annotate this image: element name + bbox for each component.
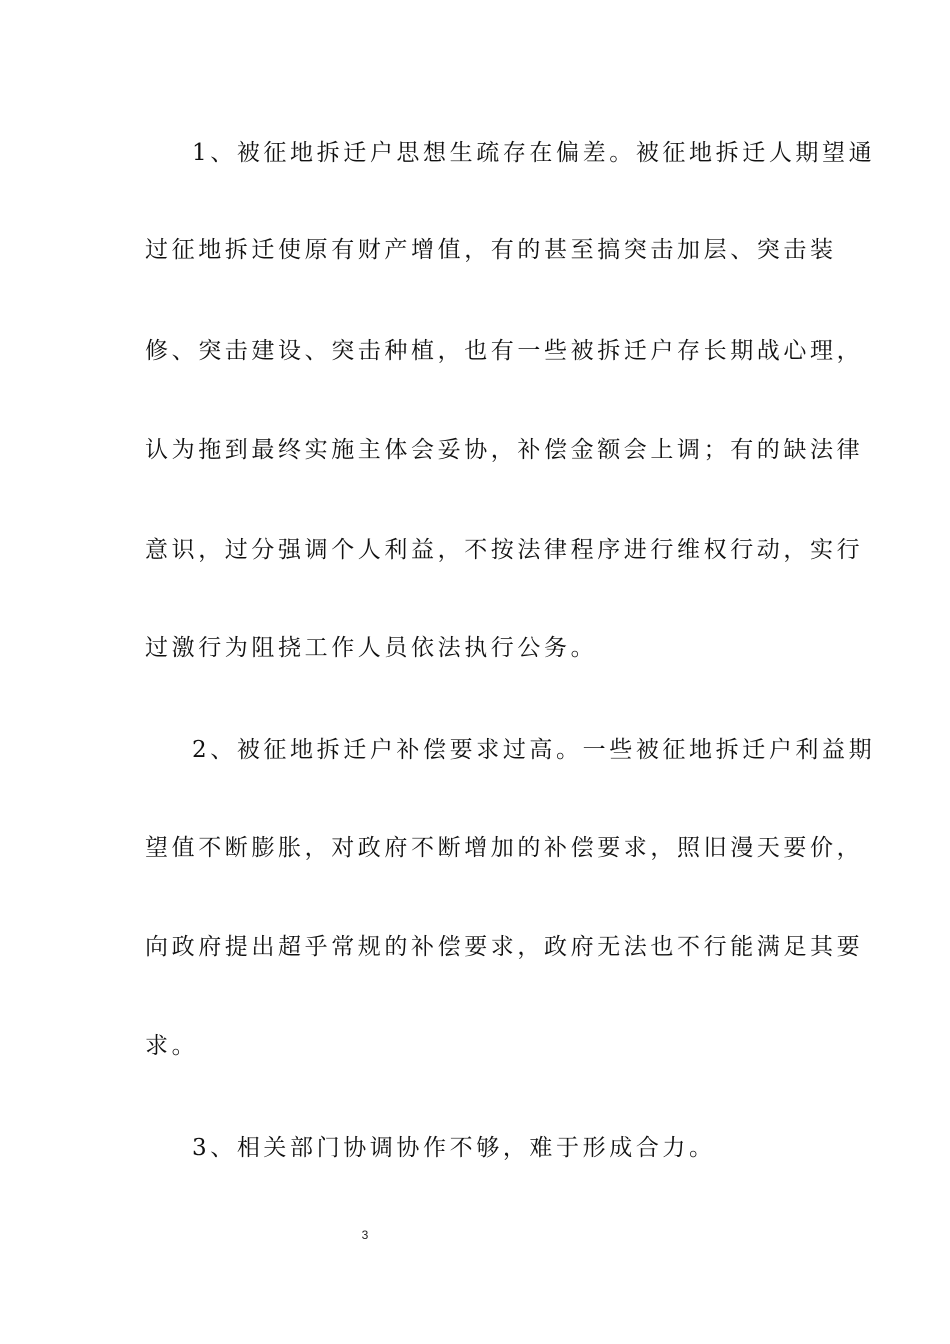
paragraph-2-line-1: 2、被征地拆迁户补偿要求过高。一些被征地拆迁户利益期 [192, 737, 876, 763]
paragraph-2-line-2: 望值不断膨胀，对政府不断增加的补偿要求，照旧漫天要价， [145, 835, 864, 861]
paragraph-1-line-4: 认为拖到最终实施主体会妥协，补偿金额会上调；有的缺法律 [145, 437, 864, 463]
paragraph-2-line-4: 求。 [145, 1033, 199, 1059]
paragraph-1-line-3: 修、突击建设、突击种植，也有一些被拆迁户存长期战心理， [145, 338, 864, 364]
paragraph-1-line-2: 过征地拆迁使原有财产增值，有的甚至搞突击加层、突击装 [145, 237, 837, 263]
page-number: 3 [361, 1228, 369, 1242]
paragraph-3-line-1: 3、相关部门协调协作不够，难于形成合力。 [192, 1135, 716, 1161]
paragraph-1-line-5: 意识，过分强调个人利益，不按法律程序进行维权行动，实行 [145, 537, 864, 563]
paragraph-1-line-1: 1、被征地拆迁户思想生疏存在偏差。被征地拆迁人期望通 [192, 140, 876, 166]
paragraph-2-line-3: 向政府提出超乎常规的补偿要求，政府无法也不行能满足其要 [145, 934, 864, 960]
paragraph-1-line-6: 过激行为阻挠工作人员依法执行公务。 [145, 635, 598, 661]
